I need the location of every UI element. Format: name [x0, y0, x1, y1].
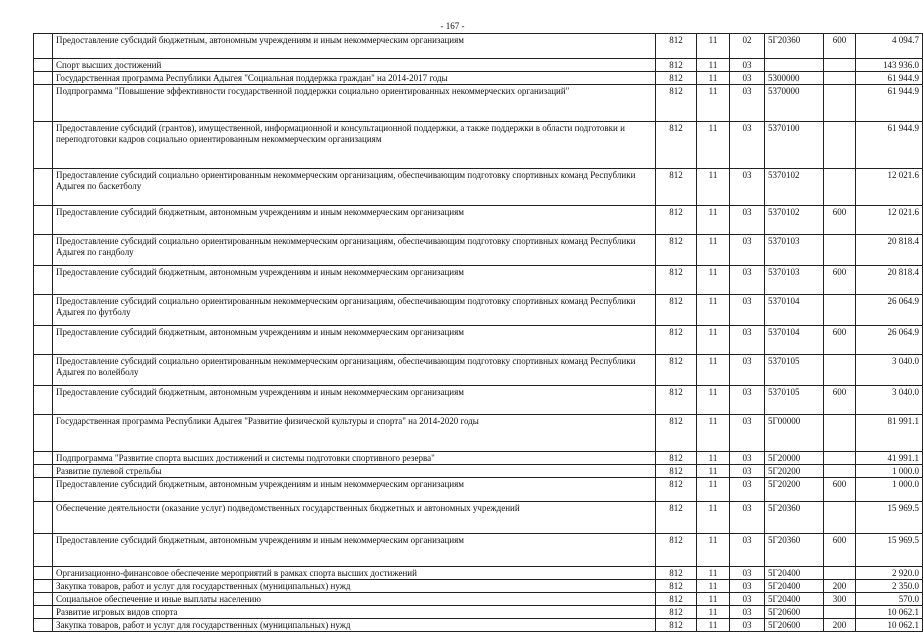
row-expense-type	[824, 85, 856, 122]
row-expense-type	[824, 465, 856, 478]
table-row	[34, 295, 923, 326]
table-row	[34, 72, 923, 85]
table-row	[34, 478, 923, 502]
row-subsection-code: 03	[730, 206, 765, 235]
row-amount: 2 920.0	[856, 567, 923, 580]
row-expense-type: 600	[824, 478, 856, 502]
row-target-article: 5Г20400	[765, 580, 824, 593]
table-row	[34, 452, 923, 465]
row-amount: 61 944.9	[856, 122, 923, 169]
row-subsection-code: 03	[730, 452, 765, 465]
row-expense-type: 600	[824, 326, 856, 355]
row-grbs-code: 812	[656, 266, 697, 295]
row-section-code: 11	[697, 122, 730, 169]
row-name: Предоставление субсидий бюджетным, автономным учреждениям и иным некоммерческим организациям	[53, 534, 656, 567]
row-expense-type: 600	[824, 534, 856, 567]
row-amount: 10 062.1	[856, 606, 923, 619]
row-target-article: 5370000	[765, 85, 824, 122]
row-margin-cell	[34, 59, 53, 72]
row-section-code: 11	[697, 580, 730, 593]
row-margin-cell	[34, 567, 53, 580]
row-section-code: 11	[697, 34, 730, 59]
row-name: Спорт высших достижений	[53, 59, 656, 72]
row-section-code: 11	[697, 478, 730, 502]
row-section-code: 11	[697, 567, 730, 580]
row-name: Подпрограмма "Развитие спорта высших достижений и системы подготовки спортивного резерва"	[53, 452, 656, 465]
row-target-article: 5Г20000	[765, 452, 824, 465]
row-expense-type: 200	[824, 619, 856, 632]
row-amount: 61 944.9	[856, 72, 923, 85]
row-expense-type	[824, 169, 856, 206]
row-subsection-code: 03	[730, 326, 765, 355]
row-grbs-code: 812	[656, 606, 697, 619]
row-margin-cell	[34, 415, 53, 452]
row-margin-cell	[34, 386, 53, 415]
row-target-article: 5Г20200	[765, 478, 824, 502]
row-grbs-code: 812	[656, 122, 697, 169]
row-subsection-code: 03	[730, 72, 765, 85]
row-margin-cell	[34, 295, 53, 326]
row-grbs-code: 812	[656, 34, 697, 59]
row-subsection-code: 03	[730, 415, 765, 452]
row-expense-type	[824, 72, 856, 85]
row-section-code: 11	[697, 85, 730, 122]
row-margin-cell	[34, 619, 53, 632]
row-target-article: 5300000	[765, 72, 824, 85]
row-target-article: 5370102	[765, 206, 824, 235]
row-expense-type	[824, 415, 856, 452]
row-amount: 15 969.5	[856, 534, 923, 567]
row-name: Предоставление субсидий социально ориентированным некоммерческим организациям, обеспечивающим подготовку спортивных команд Республики Адыгея по гандболу	[53, 235, 656, 266]
row-margin-cell	[34, 72, 53, 85]
row-subsection-code: 03	[730, 465, 765, 478]
row-amount: 3 040.0	[856, 355, 923, 386]
row-section-code: 11	[697, 295, 730, 326]
row-subsection-code: 03	[730, 59, 765, 72]
row-name: Предоставление субсидий бюджетным, автономным учреждениям и иным некоммерческим организациям	[53, 478, 656, 502]
row-section-code: 11	[697, 415, 730, 452]
row-name: Предоставление субсидий бюджетным, автономным учреждениям и иным некоммерческим организациям	[53, 206, 656, 235]
row-grbs-code: 812	[656, 478, 697, 502]
budget-table	[33, 33, 923, 632]
row-expense-type	[824, 235, 856, 266]
row-section-code: 11	[697, 452, 730, 465]
row-grbs-code: 812	[656, 465, 697, 478]
row-amount: 12 021.6	[856, 169, 923, 206]
row-expense-type	[824, 502, 856, 534]
table-row	[34, 567, 923, 580]
row-amount: 143 936.0	[856, 59, 923, 72]
row-expense-type: 300	[824, 593, 856, 606]
row-amount: 1 000.0	[856, 478, 923, 502]
row-margin-cell	[34, 465, 53, 478]
row-grbs-code: 812	[656, 452, 697, 465]
row-amount: 20 818.4	[856, 266, 923, 295]
row-target-article: 5370105	[765, 355, 824, 386]
row-expense-type	[824, 567, 856, 580]
row-subsection-code: 03	[730, 619, 765, 632]
row-amount: 2 350.0	[856, 580, 923, 593]
row-section-code: 11	[697, 169, 730, 206]
row-name: Предоставление субсидий социально ориентированным некоммерческим организациям, обеспечивающим подготовку спортивных команд Республики Адыгея по волейболу	[53, 355, 656, 386]
row-expense-type: 600	[824, 266, 856, 295]
row-expense-type	[824, 355, 856, 386]
table-row	[34, 266, 923, 295]
row-target-article: 5Г20400	[765, 567, 824, 580]
row-expense-type: 600	[824, 34, 856, 59]
row-expense-type	[824, 452, 856, 465]
row-grbs-code: 812	[656, 502, 697, 534]
row-grbs-code: 812	[656, 326, 697, 355]
row-margin-cell	[34, 534, 53, 567]
row-amount: 4 094.7	[856, 34, 923, 59]
row-target-article: 5Г20360	[765, 534, 824, 567]
row-subsection-code: 03	[730, 567, 765, 580]
row-section-code: 11	[697, 326, 730, 355]
row-grbs-code: 812	[656, 72, 697, 85]
row-amount: 570.0	[856, 593, 923, 606]
row-grbs-code: 812	[656, 619, 697, 632]
row-name: Предоставление субсидий бюджетным, автономным учреждениям и иным некоммерческим организациям	[53, 34, 656, 59]
row-target-article: 5370102	[765, 169, 824, 206]
row-name: Предоставление субсидий социально ориентированным некоммерческим организациям, обеспечивающим подготовку спортивных команд Республики Адыгея по баскетболу	[53, 169, 656, 206]
row-name: Предоставление субсидий бюджетным, автономным учреждениям и иным некоммерческим организациям	[53, 386, 656, 415]
row-name: Закупка товаров, работ и услуг для государственных (муниципальных) нужд	[53, 619, 656, 632]
row-expense-type	[824, 59, 856, 72]
page-number: - 167 -	[440, 21, 465, 31]
row-margin-cell	[34, 206, 53, 235]
row-margin-cell	[34, 235, 53, 266]
row-grbs-code: 812	[656, 567, 697, 580]
row-expense-type	[824, 295, 856, 326]
row-grbs-code: 812	[656, 85, 697, 122]
row-subsection-code: 03	[730, 386, 765, 415]
row-margin-cell	[34, 266, 53, 295]
row-target-article: 5370104	[765, 295, 824, 326]
table-row	[34, 386, 923, 415]
row-section-code: 11	[697, 606, 730, 619]
table-row	[34, 235, 923, 266]
table-row	[34, 465, 923, 478]
table-row	[34, 169, 923, 206]
row-grbs-code: 812	[656, 415, 697, 452]
row-grbs-code: 812	[656, 355, 697, 386]
row-subsection-code: 03	[730, 593, 765, 606]
row-expense-type	[824, 606, 856, 619]
row-subsection-code: 03	[730, 235, 765, 266]
row-margin-cell	[34, 355, 53, 386]
row-subsection-code: 03	[730, 266, 765, 295]
table-row	[34, 534, 923, 567]
row-amount: 26 064.9	[856, 295, 923, 326]
row-section-code: 11	[697, 59, 730, 72]
row-target-article: 5Г20200	[765, 465, 824, 478]
row-amount: 41 991.1	[856, 452, 923, 465]
row-subsection-code: 03	[730, 122, 765, 169]
table-row	[34, 34, 923, 59]
row-name: Государственная программа Республики Адыгея "Социальная поддержка граждан" на 2014-2017 годы	[53, 72, 656, 85]
row-grbs-code: 812	[656, 534, 697, 567]
row-target-article: 5Г20360	[765, 34, 824, 59]
row-subsection-code: 03	[730, 534, 765, 567]
row-subsection-code: 03	[730, 355, 765, 386]
row-grbs-code: 812	[656, 59, 697, 72]
row-amount: 15 969.5	[856, 502, 923, 534]
table-row	[34, 122, 923, 169]
row-name: Обеспечение деятельности (оказание услуг) подведомственных государственных бюджетных и автономных учреждений	[53, 502, 656, 534]
table-row	[34, 355, 923, 386]
row-target-article: 5370105	[765, 386, 824, 415]
row-margin-cell	[34, 326, 53, 355]
row-grbs-code: 812	[656, 295, 697, 326]
row-grbs-code: 812	[656, 235, 697, 266]
row-section-code: 11	[697, 386, 730, 415]
row-section-code: 11	[697, 355, 730, 386]
row-section-code: 11	[697, 206, 730, 235]
row-subsection-code: 02	[730, 34, 765, 59]
row-target-article: 5Г00000	[765, 415, 824, 452]
row-margin-cell	[34, 580, 53, 593]
row-target-article: 5Г20600	[765, 619, 824, 632]
budget-table-body	[34, 34, 923, 632]
row-margin-cell	[34, 593, 53, 606]
row-grbs-code: 812	[656, 593, 697, 606]
row-amount: 81 991.1	[856, 415, 923, 452]
row-subsection-code: 03	[730, 606, 765, 619]
table-row	[34, 206, 923, 235]
row-section-code: 11	[697, 502, 730, 534]
row-target-article: 5Г20600	[765, 606, 824, 619]
table-row	[34, 606, 923, 619]
row-margin-cell	[34, 478, 53, 502]
table-row	[34, 326, 923, 355]
row-section-code: 11	[697, 465, 730, 478]
row-name: Предоставление субсидий социально ориентированным некоммерческим организациям, обеспечивающим подготовку спортивных команд Республики Адыгея по футболу	[53, 295, 656, 326]
row-amount: 12 021.6	[856, 206, 923, 235]
row-section-code: 11	[697, 593, 730, 606]
row-section-code: 11	[697, 534, 730, 567]
row-section-code: 11	[697, 72, 730, 85]
table-row	[34, 502, 923, 534]
row-margin-cell	[34, 606, 53, 619]
row-target-article: 5370103	[765, 235, 824, 266]
row-margin-cell	[34, 452, 53, 465]
row-expense-type: 600	[824, 206, 856, 235]
row-section-code: 11	[697, 235, 730, 266]
table-row	[34, 593, 923, 606]
table-row	[34, 415, 923, 452]
row-name: Предоставление субсидий бюджетным, автономным учреждениям и иным некоммерческим организациям	[53, 326, 656, 355]
row-margin-cell	[34, 122, 53, 169]
row-grbs-code: 812	[656, 386, 697, 415]
row-section-code: 11	[697, 266, 730, 295]
row-name: Государственная программа Республики Адыгея "Развитие физической культуры и спорта" на 2014-2020 годы	[53, 415, 656, 452]
row-name: Организационно-финансовое обеспечение мероприятий в рамках спорта высших достижений	[53, 567, 656, 580]
row-margin-cell	[34, 169, 53, 206]
row-expense-type: 600	[824, 386, 856, 415]
row-name: Развитие игровых видов спорта	[53, 606, 656, 619]
row-subsection-code: 03	[730, 580, 765, 593]
row-section-code: 11	[697, 619, 730, 632]
row-subsection-code: 03	[730, 169, 765, 206]
row-expense-type: 200	[824, 580, 856, 593]
row-name: Предоставление субсидий бюджетным, автономным учреждениям и иным некоммерческим организациям	[53, 266, 656, 295]
row-grbs-code: 812	[656, 169, 697, 206]
row-amount: 61 944.9	[856, 85, 923, 122]
table-row	[34, 59, 923, 72]
row-name: Подпрограмма "Повышение эффективности государственной поддержки социально ориентированных некоммерческих организаций"	[53, 85, 656, 122]
row-target-article	[765, 59, 824, 72]
row-grbs-code: 812	[656, 206, 697, 235]
row-name: Развитие пулевой стрельбы	[53, 465, 656, 478]
row-amount: 1 000.0	[856, 465, 923, 478]
row-amount: 20 818.4	[856, 235, 923, 266]
row-name: Закупка товаров, работ и услуг для государственных (муниципальных) нужд	[53, 580, 656, 593]
row-subsection-code: 03	[730, 502, 765, 534]
row-margin-cell	[34, 85, 53, 122]
row-subsection-code: 03	[730, 295, 765, 326]
row-margin-cell	[34, 34, 53, 59]
row-target-article: 5370100	[765, 122, 824, 169]
table-row	[34, 580, 923, 593]
row-subsection-code: 03	[730, 85, 765, 122]
row-amount: 10 062.1	[856, 619, 923, 632]
row-target-article: 5Г20400	[765, 593, 824, 606]
row-margin-cell	[34, 502, 53, 534]
table-row	[34, 85, 923, 122]
row-amount: 3 040.0	[856, 386, 923, 415]
row-target-article: 5Г20360	[765, 502, 824, 534]
row-expense-type	[824, 122, 856, 169]
row-target-article: 5370103	[765, 266, 824, 295]
row-subsection-code: 03	[730, 478, 765, 502]
row-amount: 26 064.9	[856, 326, 923, 355]
table-row	[34, 619, 923, 632]
row-name: Социальное обеспечение и иные выплаты населению	[53, 593, 656, 606]
row-grbs-code: 812	[656, 580, 697, 593]
row-target-article: 5370104	[765, 326, 824, 355]
row-name: Предоставление субсидий (грантов), имущественной, информационной и консультационной поддержки, а также поддержки в области подготовки и переподготовки кадров социально ориентированным некоммерческим организациям	[53, 122, 656, 169]
